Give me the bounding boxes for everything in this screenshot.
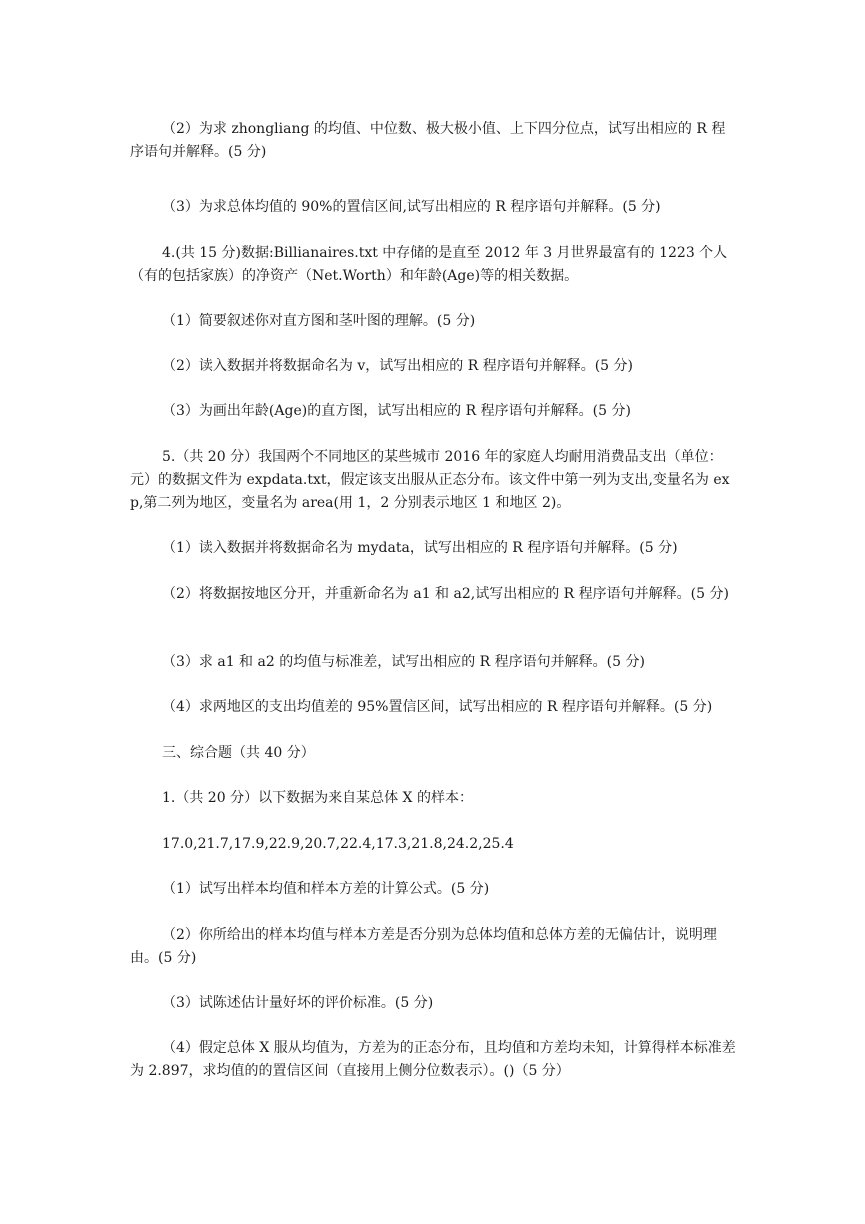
comprehensive-question-1-1: （1）试写出样本均值和样本方差的计算公式。(5 分) [162,881,490,897]
question-4-stem: 4.(共 15 分)数据:Billianaires.txt 中存储的是直至 2012 年 3 月世界最富有的 1223 个人（有的包括家族）的净资产（Net.Worth）和年龄(Age)等的相关数据。 [130,245,728,284]
question-4-1: （1）简要叙述你对直方图和茎叶图的理解。(5 分) [162,313,476,329]
question-5-3: （3）求 a1 和 a2 的均值与标准差，试写出相应的 R 程序语句并解释。(5 分) [162,654,645,670]
question-5-4: （4）求两地区的支出均值差的 95%置信区间，试写出相应的 R 程序语句并解释。(5 分) [162,699,713,715]
question-4-2: （2）读入数据并将数据命名为 v，试写出相应的 R 程序语句并解释。(5 分) [162,358,633,374]
question-5-stem: 5.（共 20 分）我国两个不同地区的某些城市 2016 年的家庭人均耐用消费品支出（单位：元）的数据文件为 expdata.txt，假定该支出服从正态分布。该文件中第一列为支出,变量名为 exp,第二列为地区，变量名为 area(用 1，2 分别表示地区 1 和地区 2)。 [130,449,730,511]
question-4-3: （3）为画出年龄(Age)的直方图，试写出相应的 R 程序语句并解释。(5 分) [162,403,631,419]
sample-data: 17.0,21.7,17.9,22.9,20.7,22.4,17.3,21.8,24.2,25.4 [162,836,514,852]
comprehensive-question-1-2: （2）你所给出的样本均值与样本方差是否分别为总体均值和总体方差的无偏估计，说明理由。(5 分) [130,927,717,966]
question-3-2: （2）为求 zhongliang 的均值、中位数、极大极小值、上下四分位点，试写出相应的 R 程序语句并解释。(5 分) [130,121,726,160]
comprehensive-question-1-stem: 1.（共 20 分）以下数据为来自某总体 X 的样本： [162,790,473,806]
comprehensive-question-1-4: （4）假定总体 X 服从均值为，方差为的正态分布，且均值和方差均未知，计算得样本标准差为 2.897，求均值的的置信区间（直接用上侧分位数表示）。()（5 分） [130,1040,736,1079]
section-3-heading: 三、综合题（共 40 分） [162,745,315,761]
question-5-2: （2）将数据按地区分开，并重新命名为 a1 和 a2,试写出相应的 R 程序语句并解释。(5 分) [162,586,729,602]
question-3-3: （3）为求总体均值的 90%的置信区间,试写出相应的 R 程序语句并解释。(5 分) [162,199,661,215]
question-5-1: （1）读入数据并将数据命名为 mydata，试写出相应的 R 程序语句并解释。(5 分) [162,540,678,556]
comprehensive-question-1-3: （3）试陈述估计量好坏的评价标准。(5 分) [162,995,434,1011]
